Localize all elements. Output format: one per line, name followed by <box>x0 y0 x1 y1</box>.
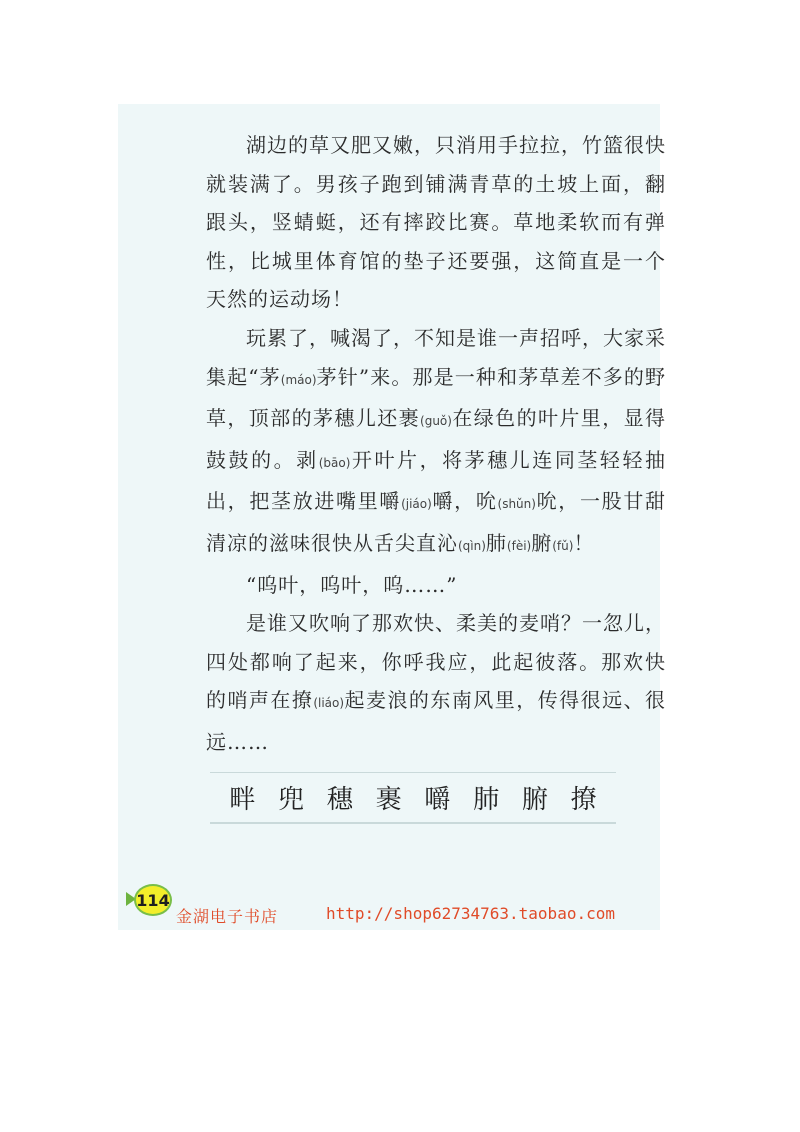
text-run: ！ <box>573 530 595 555</box>
vocab-char: 兜 <box>278 785 305 815</box>
text-run: 茅针”来。那是一种和茅草差不多的野草，顶部的茅穗儿还裹 <box>206 364 666 431</box>
paragraph-3: “呜叶，呜叶，呜……” <box>246 572 458 597</box>
text-run: 嚼，吮 <box>431 489 498 514</box>
pinyin-annotation: (shǔn) <box>497 497 536 512</box>
pinyin-annotation: (liáo) <box>313 696 345 711</box>
paragraph-2 <box>206 319 666 566</box>
text-run: 腑 <box>531 530 553 555</box>
paragraph-4 <box>206 604 666 761</box>
vocab-char: 穗 <box>326 785 353 815</box>
url-watermark: http://shop62734763.taobao.com <box>326 904 615 923</box>
page-number: 114 <box>134 884 172 916</box>
vocab-char: 嚼 <box>424 785 451 815</box>
vocab-char: 撩 <box>570 785 597 815</box>
text-run: 吮，一股甘甜清凉的滋味很快从舌尖直沁 <box>206 489 667 555</box>
pinyin-annotation: (jiáo) <box>401 497 432 512</box>
store-watermark: 金湖电子书店 <box>176 907 279 926</box>
text-run: 开叶片，将茅穗儿连同茎轻轻抽出，把茎放进嘴里嚼 <box>206 447 667 514</box>
pinyin-annotation: (fèi) <box>506 538 532 553</box>
paragraph-1: 湖边的草又肥又嫩，只消用手拉拉，竹篮很快就装满了。男孩子跑到铺满青草的土坡上面，翻跟头，竖蜻蜓，还有摔跤比赛。草地柔软而有弹性，比城里体育馆的垫子还要强，这简直是一个天然的运动场！ <box>206 133 666 312</box>
new-characters-box <box>210 772 616 824</box>
vocab-char: 畔 <box>229 785 256 815</box>
vocab-char: 肺 <box>473 785 500 815</box>
vocab-char: 腑 <box>521 785 548 815</box>
page-footer <box>118 880 678 928</box>
pinyin-annotation: (fǔ) <box>552 538 574 553</box>
pinyin-annotation: (bāo) <box>318 455 351 470</box>
page-number-badge <box>126 880 172 918</box>
pinyin-annotation: (máo) <box>280 372 317 387</box>
text-run: 肺 <box>485 530 507 555</box>
pinyin-annotation: (qìn) <box>458 538 486 553</box>
text-run: 起麦浪的东南风里，传得很远、很远…… <box>206 688 667 754</box>
vocab-char: 裹 <box>375 785 402 815</box>
story-text <box>206 126 666 762</box>
text-run: 在绿色的叶片里，显得鼓鼓的。剥 <box>206 406 666 472</box>
text-run: 是谁又吹响了那欢快、柔美的麦哨？一忽儿，四处都响了起来，你呼我应，此起彼落。那欢快的哨声在撩 <box>206 611 666 713</box>
text-run: 玩累了，喊渴了，不知是谁一声招呼，大家采集起“茅 <box>206 325 666 389</box>
pinyin-annotation: (guǒ) <box>420 414 452 429</box>
